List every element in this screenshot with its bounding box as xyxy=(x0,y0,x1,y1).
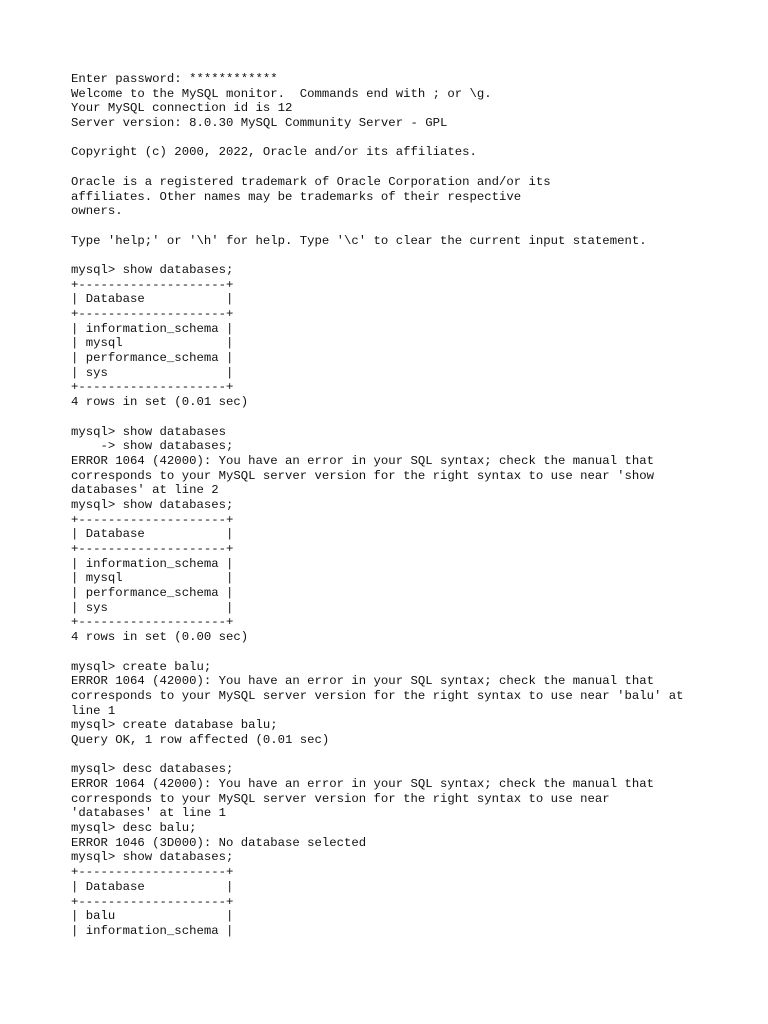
table-row: | mysql | xyxy=(71,336,234,351)
command-line: mysql> desc balu; xyxy=(71,821,197,836)
table-border: +--------------------+ xyxy=(71,542,234,556)
command-line: mysql> desc databases; xyxy=(71,762,234,777)
blank-line xyxy=(71,645,761,660)
table-header: | Database | xyxy=(71,879,234,894)
table-row: | information_schema | xyxy=(71,556,234,571)
error-line: ERROR 1064 (42000): You have an error in your SQL syntax; check the manual that xyxy=(71,453,654,468)
error-line: ERROR 1046 (3D000): No database selected xyxy=(71,835,367,850)
blank-line xyxy=(71,248,761,263)
command-line: mysql> create balu; xyxy=(71,659,212,674)
help-hint-line: Type 'help;' or '\h' for help. Type '\c' to clear the current input statement. xyxy=(71,233,647,248)
command-line: mysql> show databases; xyxy=(71,262,234,277)
trademark-line: affiliates. Other names may be trademarks of their respective xyxy=(71,189,522,204)
table-row: | sys | xyxy=(71,600,234,615)
result-summary-line: 4 rows in set (0.01 sec) xyxy=(71,395,249,410)
blank-line xyxy=(71,160,761,175)
terminal-transcript xyxy=(71,72,761,939)
table-row: | mysql | xyxy=(71,571,234,586)
table-row: | information_schema | xyxy=(71,321,234,336)
table-border: +--------------------+ xyxy=(71,307,234,321)
table-row: | information_schema | xyxy=(71,923,234,938)
table-row: | performance_schema | xyxy=(71,586,234,601)
continuation-line: -> show databases; xyxy=(71,439,234,454)
command-line: mysql> show databases; xyxy=(71,497,234,512)
copyright-line: Copyright (c) 2000, 2022, Oracle and/or its affiliates. xyxy=(71,145,477,160)
table-border: +--------------------+ xyxy=(71,512,234,527)
error-line: line 1 xyxy=(71,703,116,718)
table-row: | performance_schema | xyxy=(71,351,234,366)
error-line: corresponds to your MySQL server version for the right syntax to use near 'show xyxy=(71,468,654,483)
table-row: | balu | xyxy=(71,909,234,924)
table-header: | Database | xyxy=(71,292,234,307)
error-line: ERROR 1064 (42000): You have an error in your SQL syntax; check the manual that xyxy=(71,674,654,689)
trademark-line: owners. xyxy=(71,204,123,219)
error-line: corresponds to your MySQL server version for the right syntax to use near xyxy=(71,791,610,806)
command-line: mysql> show databases; xyxy=(71,850,234,865)
table-border: +--------------------+ xyxy=(71,615,234,630)
command-line: mysql> create database balu; xyxy=(71,718,278,733)
connection-id-line: Your MySQL connection id is 12 xyxy=(71,101,293,116)
password-prompt-line: Enter password: ************ xyxy=(71,72,278,86)
table-border: +--------------------+ xyxy=(71,894,234,909)
trademark-line: Oracle is a registered trademark of Oracle Corporation and/or its xyxy=(71,174,551,189)
result-summary-line: Query OK, 1 row affected (0.01 sec) xyxy=(71,732,330,747)
welcome-line: Welcome to the MySQL monitor. Commands end with ; or \g. xyxy=(71,86,492,101)
blank-line xyxy=(71,131,761,146)
error-line: ERROR 1064 (42000): You have an error in your SQL syntax; check the manual that xyxy=(71,777,654,791)
command-line: mysql> show databases xyxy=(71,424,226,439)
table-row: | sys | xyxy=(71,365,234,380)
result-summary-line: 4 rows in set (0.00 sec) xyxy=(71,630,249,645)
blank-line xyxy=(71,410,761,425)
error-line: 'databases' at line 1 xyxy=(71,806,226,821)
error-line: databases' at line 2 xyxy=(71,483,219,498)
blank-line xyxy=(71,219,761,234)
blank-line xyxy=(71,748,761,763)
error-line: corresponds to your MySQL server version for the right syntax to use near 'balu' at xyxy=(71,688,684,703)
table-border: +--------------------+ xyxy=(71,277,234,292)
table-header: | Database | xyxy=(71,527,234,542)
table-border: +--------------------+ xyxy=(71,380,234,395)
table-border: +--------------------+ xyxy=(71,865,234,880)
server-version-line: Server version: 8.0.30 MySQL Community Server - GPL xyxy=(71,116,448,131)
